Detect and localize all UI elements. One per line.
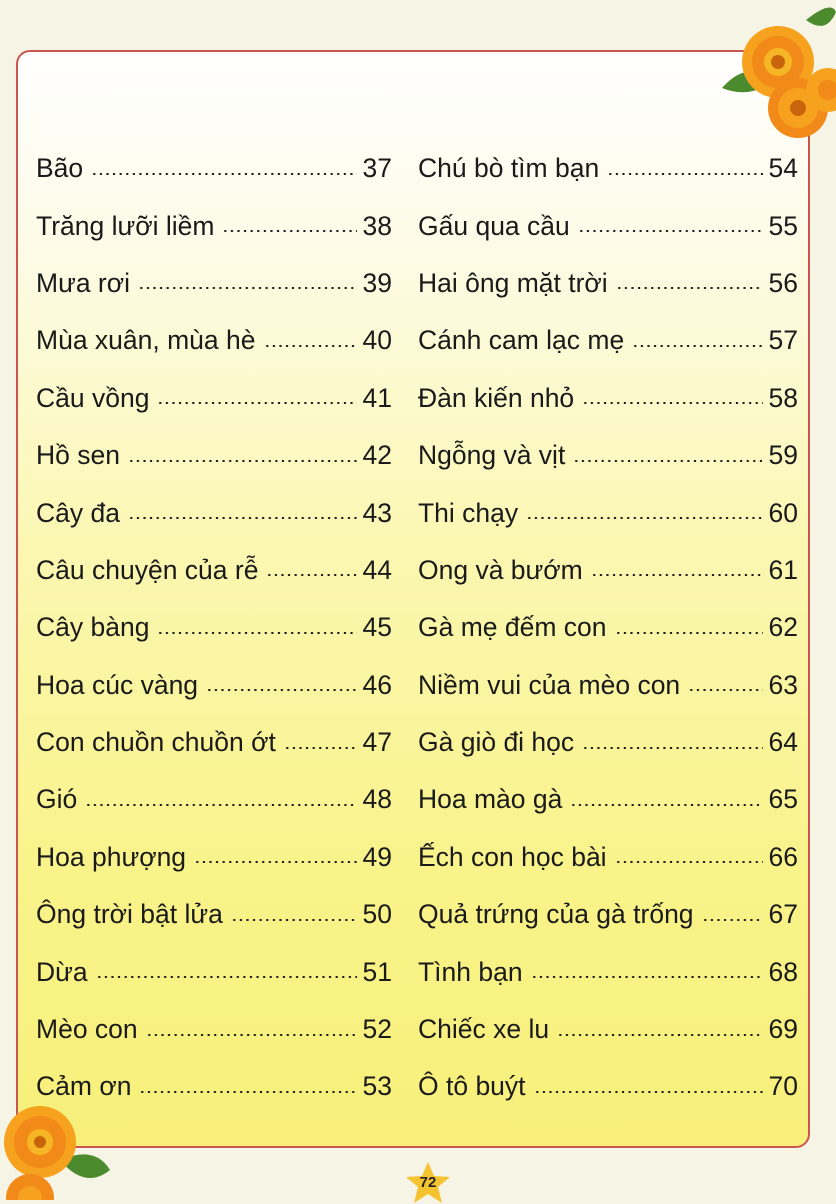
toc-entry-title: Ếch con học bài	[418, 841, 607, 872]
toc-entry	[418, 1001, 798, 1058]
toc-entry-title: Cầu vồng	[36, 382, 150, 413]
toc-entry	[418, 599, 798, 656]
dot-leader	[616, 287, 763, 289]
toc-entry-page: 47	[362, 727, 392, 758]
toc-entry	[36, 255, 392, 312]
dot-leader	[582, 402, 762, 404]
dot-leader	[615, 861, 763, 863]
toc-entry-title: Thi chạy	[418, 497, 519, 528]
toc-entry-title: Mùa xuân, mùa hè	[36, 325, 256, 356]
toc-entry-page: 42	[362, 440, 392, 471]
dot-leader	[157, 632, 356, 634]
toc-entry-page: 66	[768, 841, 798, 872]
toc-entry-page: 65	[768, 784, 798, 815]
toc-entry	[418, 886, 798, 943]
toc-entry	[418, 657, 798, 714]
dot-leader	[266, 574, 356, 576]
toc-entry-page: 46	[362, 669, 392, 700]
dot-leader	[582, 747, 762, 749]
toc-entry-title: Bão	[36, 153, 84, 184]
dot-leader	[157, 402, 356, 404]
toc-entry-page: 62	[768, 612, 798, 643]
dot-leader	[194, 861, 356, 863]
dot-leader	[578, 230, 763, 232]
dot-leader	[284, 747, 357, 749]
toc-entry-page: 60	[768, 497, 798, 528]
dot-leader	[139, 1091, 356, 1093]
dot-leader	[557, 1034, 762, 1036]
toc-entry-page: 38	[362, 210, 392, 241]
dot-leader	[96, 976, 357, 978]
toc-entry-title: Trăng lưỡi liềm	[36, 210, 215, 241]
dot-leader	[222, 230, 356, 232]
toc-entry	[36, 943, 392, 1000]
dot-leader	[607, 173, 762, 175]
toc-entry-page: 53	[362, 1071, 392, 1102]
toc-entry-page: 51	[362, 956, 392, 987]
toc-entry-page: 61	[768, 554, 798, 585]
dot-leader	[85, 804, 356, 806]
toc-entry-title: Câu chuyện của rễ	[36, 554, 259, 585]
toc-entry-page: 70	[768, 1071, 798, 1102]
toc-entry	[418, 542, 798, 599]
toc-entry-title: Gà giò đi học	[418, 727, 575, 758]
toc-entry-page: 64	[768, 727, 798, 758]
dot-leader	[138, 287, 357, 289]
toc-column-right	[418, 140, 798, 1116]
toc-entry-title: Ngỗng và vịt	[418, 440, 566, 471]
toc-entry-title: Chiếc xe lu	[418, 1014, 550, 1045]
toc-entry	[418, 197, 798, 254]
page-number: 72	[419, 1174, 437, 1191]
toc-entry-page: 48	[362, 784, 392, 815]
toc-entry-title: Mưa rơi	[36, 267, 131, 298]
toc-entry-page: 68	[768, 956, 798, 987]
toc-entry-page: 69	[768, 1014, 798, 1045]
dot-leader	[128, 517, 357, 519]
toc-entry-title: Con chuồn chuồn ớt	[36, 727, 276, 758]
dot-leader	[231, 919, 357, 921]
toc-entry	[418, 714, 798, 771]
toc-entry-title: Hai ông mặt trời	[418, 267, 608, 298]
toc-entry	[36, 427, 392, 484]
toc-entry	[418, 140, 798, 197]
toc-entry-page: 59	[768, 440, 798, 471]
toc-entry	[418, 943, 798, 1000]
dot-leader	[632, 345, 762, 347]
dot-leader	[206, 689, 356, 691]
toc-entry	[36, 886, 392, 943]
dot-leader	[573, 460, 762, 462]
toc-entry	[36, 140, 392, 197]
toc-entry-page: 52	[362, 1014, 392, 1045]
dot-leader	[91, 173, 356, 175]
toc-entry	[36, 312, 392, 369]
toc-entry	[36, 829, 392, 886]
toc-entry-title: Dừa	[36, 956, 88, 987]
toc-entry	[418, 1058, 798, 1115]
toc-entry-page: 50	[362, 899, 392, 930]
toc-entry-title: Tình bạn	[418, 956, 523, 987]
toc-entry-page: 56	[768, 267, 798, 298]
toc-entry-page: 63	[768, 669, 798, 700]
toc-entry	[418, 312, 798, 369]
toc-entry-title: Hoa mào gà	[418, 784, 563, 815]
toc-entry-title: Niềm vui của mèo con	[418, 669, 681, 700]
toc-entry-title: Hoa cúc vàng	[36, 669, 199, 700]
toc-entry	[418, 427, 798, 484]
dot-leader	[526, 517, 762, 519]
toc-entry-title: Mèo con	[36, 1014, 138, 1045]
toc-entry-page: 43	[362, 497, 392, 528]
toc-entry	[36, 771, 392, 828]
table-of-contents	[36, 140, 800, 1110]
toc-entry-title: Đàn kiến nhỏ	[418, 382, 575, 413]
toc-entry-title: Chú bò tìm bạn	[418, 153, 600, 184]
toc-entry	[36, 657, 392, 714]
toc-entry-title: Cây bàng	[36, 612, 150, 643]
toc-entry	[418, 484, 798, 541]
toc-entry	[36, 714, 392, 771]
toc-entry-page: 39	[362, 267, 392, 298]
toc-entry-page: 37	[362, 153, 392, 184]
toc-entry-page: 49	[362, 841, 392, 872]
toc-entry	[36, 370, 392, 427]
toc-column-left	[36, 140, 392, 1116]
toc-entry-title: Hoa phượng	[36, 841, 187, 872]
orange-flower-icon	[716, 0, 836, 140]
toc-entry-page: 55	[768, 210, 798, 241]
dot-leader	[615, 632, 763, 634]
toc-entry-title: Ô tô buýt	[418, 1071, 526, 1102]
dot-leader	[128, 460, 357, 462]
toc-entry	[418, 829, 798, 886]
page-number-badge	[400, 1160, 456, 1204]
toc-entry	[36, 1058, 392, 1115]
dot-leader	[702, 919, 763, 921]
toc-entry-title: Ong và bướm	[418, 554, 583, 585]
toc-entry-title: Hồ sen	[36, 440, 120, 471]
toc-entry	[36, 1001, 392, 1058]
toc-entry-page: 44	[362, 554, 392, 585]
dot-leader	[146, 1034, 357, 1036]
dot-leader	[688, 689, 762, 691]
toc-entry-page: 41	[362, 382, 392, 413]
toc-entry-page: 57	[768, 325, 798, 356]
dot-leader	[591, 574, 763, 576]
toc-entry	[36, 484, 392, 541]
toc-entry	[418, 370, 798, 427]
toc-entry	[36, 599, 392, 656]
toc-entry-page: 40	[362, 325, 392, 356]
dot-leader	[570, 804, 762, 806]
toc-entry-title: Quả trứng của gà trống	[418, 899, 694, 930]
toc-entry-title: Cánh cam lạc mẹ	[418, 325, 625, 356]
toc-entry-title: Gà mẹ đếm con	[418, 612, 607, 643]
toc-entry	[418, 255, 798, 312]
toc-entry-title: Cảm ơn	[36, 1071, 132, 1102]
toc-entry-title: Gấu qua cầu	[418, 210, 570, 241]
toc-entry-title: Gió	[36, 784, 78, 815]
toc-entry	[36, 542, 392, 599]
toc-entry	[36, 197, 392, 254]
toc-entry-title: Cây đa	[36, 497, 120, 528]
toc-entry-page: 58	[768, 382, 798, 413]
toc-entry-page: 54	[768, 153, 798, 184]
toc-entry-title: Ông trời bật lửa	[36, 899, 223, 930]
toc-entry-page: 45	[362, 612, 392, 643]
toc-entry	[418, 771, 798, 828]
toc-entry-page: 67	[768, 899, 798, 930]
dot-leader	[531, 976, 763, 978]
dot-leader	[264, 345, 357, 347]
dot-leader	[534, 1091, 763, 1093]
